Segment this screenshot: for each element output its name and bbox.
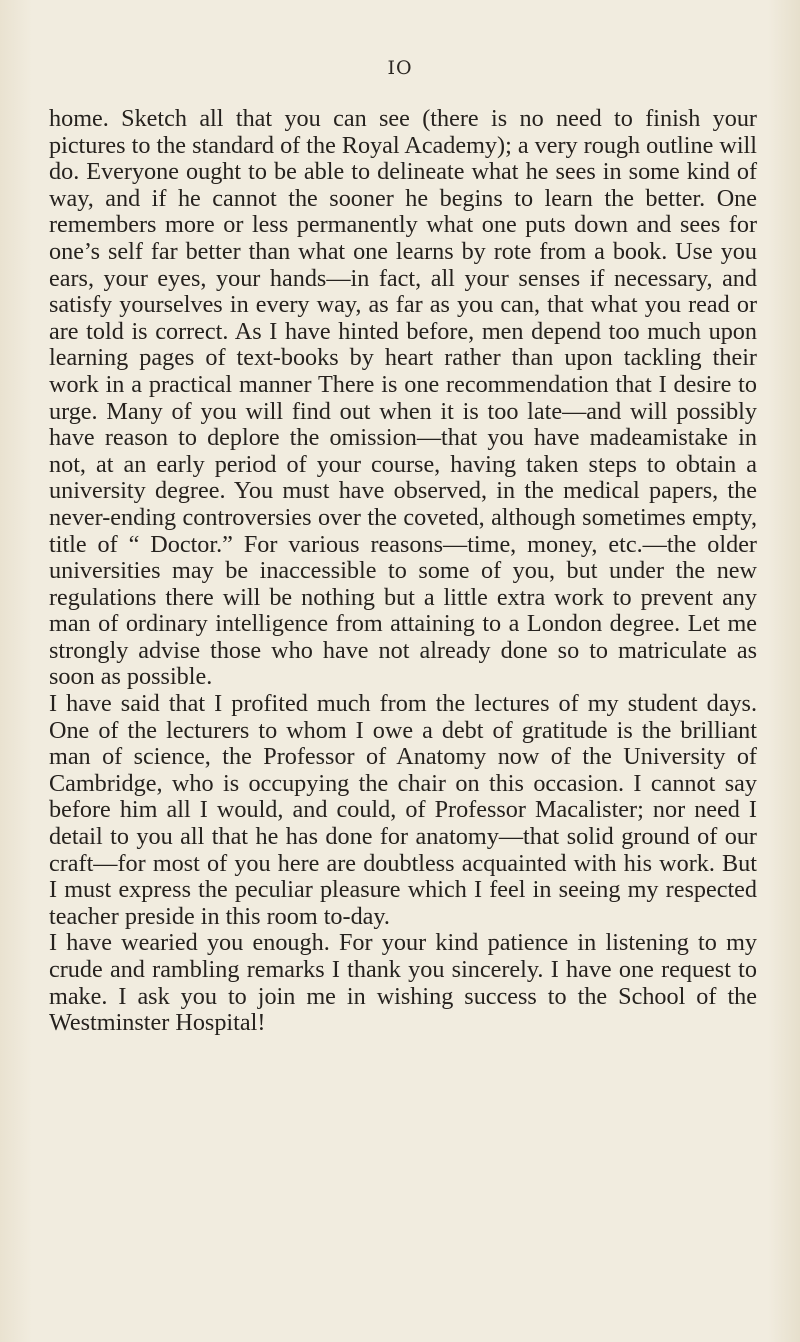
paragraph-2: I have said that I profited much from the lectures of my student days. One of the lecturers to whom I owe a debt of gratitude is the brilliant man of science, the Professor of Anatomy now of the University of Cambridge, who is occupying the chair on this occasion. I cannot say before him all I would, and could, of Professor Macalister; nor need I detail to you all that he has done for anatomy—that solid ground of our craft—for most of you here are doubtless acquainted with his work. But I must express the peculiar pleasure which I feel in seeing my respected teacher preside in this room to-day. <box>49 690 757 930</box>
paragraph-3: I have wearied you enough. For your kind patience in listening to my crude and rambling remarks I thank you sincerely. I have one request to make. I ask you to join me in wishing success to the School of the Westminster Hospital! <box>49 929 757 1037</box>
page-number: IO <box>387 57 413 79</box>
body-text <box>49 106 757 1037</box>
paragraph-1: home. Sketch all that you can see (there is no need to finish your pictures to the standard of the Royal Academy); a very rough outline will do. Everyone ought to be able to delineate what he sees in some kind of way, and if he cannot the sooner he begins to learn the better. One remembers more or less permanently what one puts down and sees for one’s self far better than what one learns by rote from a book. Use you ears, your eyes, your hands—in fact, all your senses if necessary, and satisfy yourselves in every way, as far as you can, that what you read or are told is correct. As I have hinted before, men depend too much upon learning pages of text-books by heart rather than upon tackling their work in a practical manner There is one recommendation that I desire to urge. Many of you will find out when it is too late—and will possibly have reason to deplore the omission—that you have madeamistake in not, at an early period of your course, having taken steps to obtain a university degree. You must have observed, in the medical papers, the never-ending controversies over the coveted, although sometimes empty, title of “ Doctor.” For various reasons—time, money, etc.—the older universities may be inaccessible to some of you, but under the new regulations there will be nothing but a little extra work to prevent any man of ordinary intelligence from attaining to a London degree. Let me strongly advise those who have not already done so to matriculate as soon as possible. <box>49 105 757 691</box>
